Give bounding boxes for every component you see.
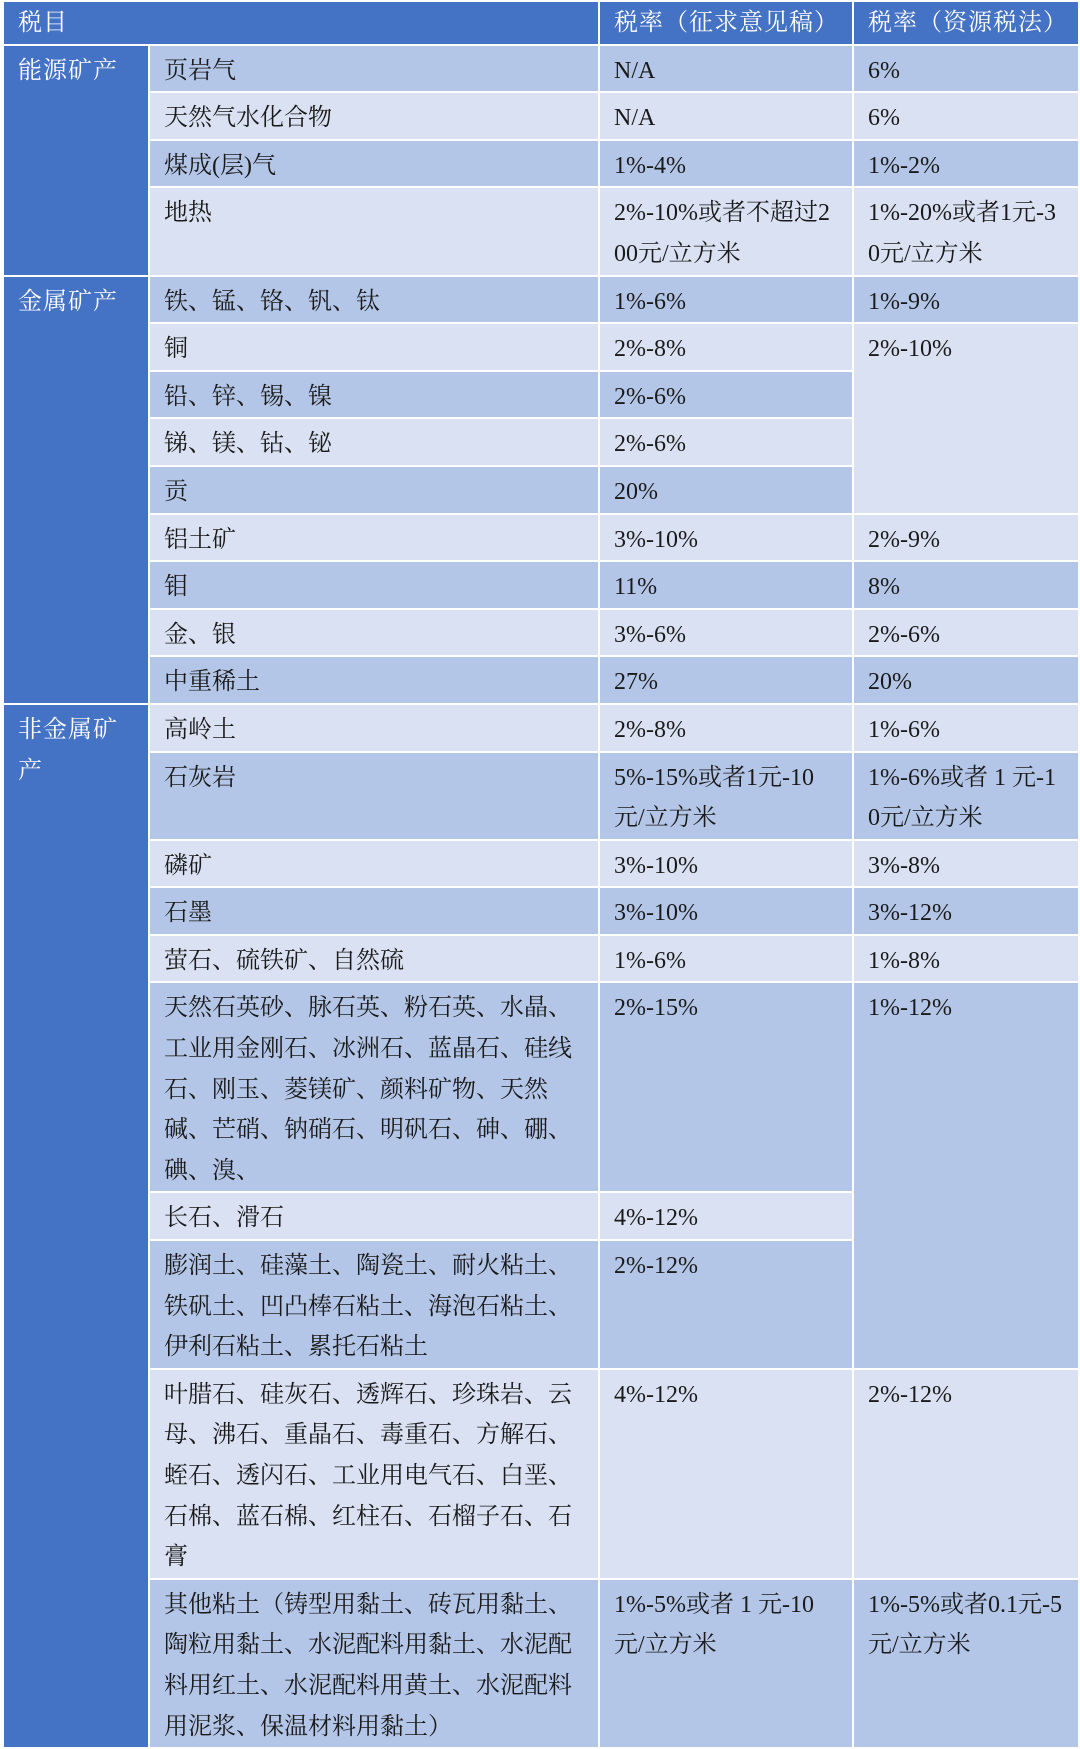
law-rate-cell: 1%-9% bbox=[853, 276, 1079, 324]
table-row bbox=[3, 1369, 1079, 1579]
law-rate-cell: 1%-6% bbox=[853, 704, 1079, 752]
category-metal: 金属矿产 bbox=[3, 276, 149, 704]
draft-rate-cell: 5%-15%或者1元-10元/立方米 bbox=[599, 752, 853, 840]
item-cell: 铁、锰、铬、钒、钛 bbox=[149, 276, 599, 324]
item-cell: 煤成(层)气 bbox=[149, 140, 599, 188]
table-row bbox=[3, 187, 1079, 275]
law-rate-cell: 2%-12% bbox=[853, 1369, 1079, 1579]
table-row bbox=[3, 514, 1079, 562]
table-row bbox=[3, 561, 1079, 609]
law-rate-cell: 1%-8% bbox=[853, 935, 1079, 983]
draft-rate-cell: 4%-12% bbox=[599, 1369, 853, 1579]
table-row bbox=[3, 140, 1079, 188]
draft-rate-cell: 3%-6% bbox=[599, 609, 853, 657]
draft-rate-cell: 20% bbox=[599, 466, 853, 514]
item-cell: 磷矿 bbox=[149, 840, 599, 888]
table-row bbox=[3, 1579, 1079, 1748]
table-row bbox=[3, 609, 1079, 657]
draft-rate-cell: 2%-6% bbox=[599, 371, 853, 419]
draft-rate-cell: 3%-10% bbox=[599, 514, 853, 562]
item-cell: 天然气水化合物 bbox=[149, 92, 599, 140]
table-row bbox=[3, 935, 1079, 983]
item-cell: 贡 bbox=[149, 466, 599, 514]
item-cell: 石墨 bbox=[149, 887, 599, 935]
item-cell: 铅、锌、锡、镍 bbox=[149, 371, 599, 419]
draft-rate-cell: 27% bbox=[599, 656, 853, 704]
item-cell: 叶腊石、硅灰石、透辉石、珍珠岩、云母、沸石、重晶石、毒重石、方解石、蛭石、透闪石、工业用电气石、白垩、石棉、蓝石棉、红柱石、石榴子石、石膏 bbox=[149, 1369, 599, 1579]
draft-rate-cell: 3%-10% bbox=[599, 887, 853, 935]
law-rate-cell: 2%-6% bbox=[853, 609, 1079, 657]
law-rate-cell: 6% bbox=[853, 45, 1079, 93]
draft-rate-cell: N/A bbox=[599, 45, 853, 93]
table-row bbox=[3, 656, 1079, 704]
law-rate-cell: 2%-9% bbox=[853, 514, 1079, 562]
draft-rate-cell: N/A bbox=[599, 92, 853, 140]
law-rate-cell: 6% bbox=[853, 92, 1079, 140]
item-cell: 地热 bbox=[149, 187, 599, 275]
law-rate-cell: 20% bbox=[853, 656, 1079, 704]
table-row bbox=[3, 704, 1079, 752]
draft-rate-cell: 1%-6% bbox=[599, 935, 853, 983]
table-row bbox=[3, 752, 1079, 840]
draft-rate-cell: 1%-5%或者 1 元-10元/立方米 bbox=[599, 1579, 853, 1748]
table-row bbox=[3, 982, 1079, 1192]
table-row bbox=[3, 92, 1079, 140]
item-cell: 铝土矿 bbox=[149, 514, 599, 562]
draft-rate-cell: 2%-12% bbox=[599, 1240, 853, 1369]
tax-rate-table bbox=[2, 0, 1080, 1749]
item-cell: 钼 bbox=[149, 561, 599, 609]
item-cell: 膨润土、硅藻土、陶瓷土、耐火粘土、铁矾土、凹凸棒石粘土、海泡石粘土、伊利石粘土、累托石粘土 bbox=[149, 1240, 599, 1369]
item-cell: 天然石英砂、脉石英、粉石英、水晶、工业用金刚石、冰洲石、蓝晶石、硅线石、刚玉、菱镁矿、颜料矿物、天然碱、芒硝、钠硝石、明矾石、砷、硼、碘、溴、 bbox=[149, 982, 599, 1192]
draft-rate-cell: 11% bbox=[599, 561, 853, 609]
table-row bbox=[3, 276, 1079, 324]
item-cell: 铜 bbox=[149, 323, 599, 371]
law-rate-cell: 3%-8% bbox=[853, 840, 1079, 888]
law-rate-cell: 1%-20%或者1元-30元/立方米 bbox=[853, 187, 1079, 275]
item-cell: 萤石、硫铁矿、自然硫 bbox=[149, 935, 599, 983]
law-rate-cell: 8% bbox=[853, 561, 1079, 609]
draft-rate-cell: 3%-10% bbox=[599, 840, 853, 888]
item-cell: 石灰岩 bbox=[149, 752, 599, 840]
draft-rate-cell: 2%-6% bbox=[599, 418, 853, 466]
law-rate-cell: 1%-5%或者0.1元-5元/立方米 bbox=[853, 1579, 1079, 1748]
draft-rate-cell: 2%-8% bbox=[599, 704, 853, 752]
item-cell: 锑、镁、钴、铋 bbox=[149, 418, 599, 466]
law-rate-cell: 1%-6%或者 1 元-10元/立方米 bbox=[853, 752, 1079, 840]
header-row bbox=[3, 1, 1079, 45]
draft-rate-cell: 2%-15% bbox=[599, 982, 853, 1192]
draft-rate-cell: 1%-6% bbox=[599, 276, 853, 324]
category-energy: 能源矿产 bbox=[3, 45, 149, 276]
item-cell: 中重稀土 bbox=[149, 656, 599, 704]
item-cell: 长石、滑石 bbox=[149, 1192, 599, 1240]
table-row bbox=[3, 840, 1079, 888]
draft-rate-cell: 1%-4% bbox=[599, 140, 853, 188]
law-rate-cell: 3%-12% bbox=[853, 887, 1079, 935]
header-tax-item: 税目 bbox=[3, 1, 599, 45]
header-draft-rate: 税率（征求意见稿） bbox=[599, 1, 853, 45]
table-row bbox=[3, 887, 1079, 935]
table-row bbox=[3, 323, 1079, 371]
item-cell: 金、银 bbox=[149, 609, 599, 657]
category-nonmetal: 非金属矿产 bbox=[3, 704, 149, 1748]
draft-rate-cell: 2%-10%或者不超过200元/立方米 bbox=[599, 187, 853, 275]
draft-rate-cell: 2%-8% bbox=[599, 323, 853, 371]
item-cell: 页岩气 bbox=[149, 45, 599, 93]
draft-rate-cell: 4%-12% bbox=[599, 1192, 853, 1240]
header-law-rate: 税率（资源税法） bbox=[853, 1, 1079, 45]
table-row bbox=[3, 45, 1079, 93]
item-cell: 其他粘土（铸型用黏土、砖瓦用黏土、陶粒用黏土、水泥配料用黏土、水泥配料用红土、水泥配料用黄土、水泥配料用泥浆、保温材料用黏土） bbox=[149, 1579, 599, 1748]
item-cell: 高岭土 bbox=[149, 704, 599, 752]
law-rate-cell: 1%-12% bbox=[853, 982, 1079, 1368]
law-rate-cell: 1%-2% bbox=[853, 140, 1079, 188]
law-rate-cell: 2%-10% bbox=[853, 323, 1079, 513]
